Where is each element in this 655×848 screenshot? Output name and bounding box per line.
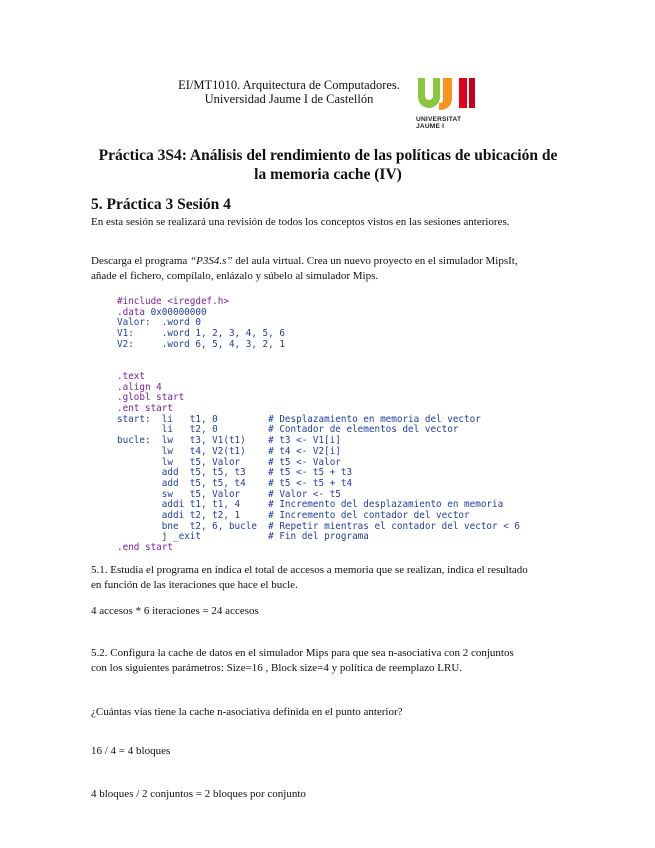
download-instructions-line2: añade el fichero, compílalo, enlázalo y súbelo al simulador Mips. — [91, 270, 379, 282]
code-line: .globl start — [117, 392, 185, 404]
question-5-2-ways: ¿Cuántas vías tiene la cache n-asociativa definida en el punto anterior? — [91, 706, 403, 718]
code-line: addi t1, t1, 4 # Incremento del desplazamiento en memoria — [117, 499, 504, 511]
download-text-post: del aula virtual. Crea un nuevo proyecto en el simulador MipsIt, — [232, 255, 518, 267]
uji-logo-icon — [416, 76, 478, 110]
logo-name-line2: JAUME I — [416, 123, 445, 130]
download-text-pre: Descarga el programa — [91, 255, 191, 267]
code-line: V2: .word 6, 5, 4, 3, 2, 1 — [117, 338, 285, 350]
answer-5-2-blocks: 16 / 4 = 4 bloques — [91, 745, 171, 757]
code-line: add t5, t5, t4 # t5 <- t5 + t4 — [117, 477, 353, 489]
page-title — [68, 146, 588, 184]
university-logo — [416, 76, 478, 128]
code-line: V1: .word 1, 2, 3, 4, 5, 6 — [117, 328, 285, 340]
title-line2: la memoria cache (IV) — [254, 166, 402, 183]
code-line: j _exit # Fin del programa — [117, 531, 369, 543]
question-5-2-line2: con los siguientes parámetros: Size=16 , Block size=4 y política de reemplazo LRU. — [91, 662, 463, 674]
code-line: addi t2, t2, 1 # Incremento del contador del vector — [117, 510, 470, 522]
code-line: bne t2, 6, bucle # Repetir mientras el contador del vector < 6 — [117, 520, 520, 532]
code-line: li t2, 0 # Contador de elementos del vector — [117, 424, 459, 436]
code-line: .ent start — [117, 403, 173, 415]
code-listing — [117, 297, 520, 554]
document-header — [160, 78, 418, 106]
title-line1: Práctica 3S4: Análisis del rendimiento de las políticas de ubicación de — [98, 147, 558, 164]
code-line: Valor: .word 0 — [117, 317, 201, 329]
question-5-1-line2: en función de las iteraciones que hace el bucle. — [91, 579, 298, 591]
code-line: lw t4, V2(t1) # t4 <- V2[i] — [117, 445, 341, 457]
code-line: .align 4 — [117, 381, 162, 393]
section-intro: En esta sesión se realizará una revisión de todos los conceptos vistos en las sesiones anteriores. — [91, 216, 510, 228]
logo-name-line1: UNIVERSITAT — [416, 116, 462, 123]
code-line: sw t5, Valor # Valor <- t5 — [117, 488, 341, 500]
answer-5-2-blocks-per-set: 4 bloques / 2 conjuntos = 2 bloques por conjunto — [91, 788, 306, 800]
university-line: Universidad Jaume I de Castellón — [204, 92, 374, 106]
code-line: .end start — [117, 542, 173, 554]
program-filename: “P3S4.s” — [190, 255, 233, 267]
code-line: add t5, t5, t3 # t5 <- t5 + t3 — [117, 467, 353, 479]
section-heading: 5. Práctica 3 Sesión 4 — [91, 196, 231, 213]
course-line: EI/MT1010. Arquitectura de Computadores. — [178, 78, 400, 92]
code-line: bucle: lw t3, V1(t1) # t3 <- V1[i] — [117, 435, 341, 447]
code-line: #include <iregdef.h> — [117, 296, 229, 307]
code-line: lw t5, Valor # t5 <- Valor — [117, 456, 341, 468]
code-line: 0x00000000 — [145, 306, 207, 318]
answer-5-1: 4 accesos * 6 iteraciones = 24 accesos — [91, 605, 259, 617]
question-5-2-line1: 5.2. Configura la cache de datos en el simulador Mips para que sea n-asociativa con 2 conjuntos — [91, 647, 514, 659]
download-instructions — [91, 254, 518, 269]
code-line: .data — [117, 306, 145, 318]
question-5-1-line1: 5.1. Estudia el programa en indica el total de accesos a memoria que se realizan, indica el resultado — [91, 564, 528, 576]
code-line: start: li t1, 0 # Desplazamiento en memoria del vector — [117, 413, 481, 425]
code-line: .text — [117, 370, 145, 382]
